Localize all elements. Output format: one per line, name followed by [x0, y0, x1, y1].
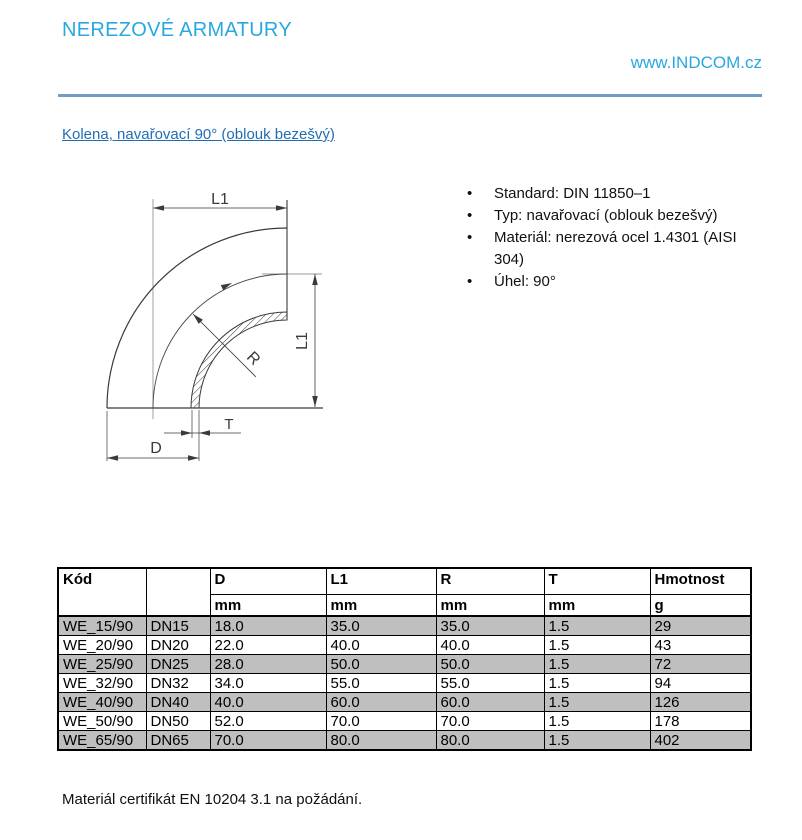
arrow-left-icon	[199, 430, 210, 436]
table-cell: 43	[650, 636, 751, 655]
table-cell: 18.0	[210, 616, 326, 636]
table-cell: 1.5	[544, 712, 650, 731]
website-link[interactable]: www.INDCOM.cz	[630, 53, 762, 72]
table-cell: 50.0	[436, 655, 544, 674]
table-cell: WE_40/90	[58, 693, 146, 712]
table-cell: 178	[650, 712, 751, 731]
dim-label-r: R	[243, 348, 264, 369]
spec-text: Typ: navařovací (oblouk bezešvý)	[494, 207, 718, 224]
table-cell: 40.0	[210, 693, 326, 712]
arrow-right-icon	[181, 430, 192, 436]
spec-text: Standard: DIN 11850–1	[494, 185, 651, 202]
table-cell: 55.0	[436, 674, 544, 693]
arrow-up-icon	[312, 274, 318, 285]
unit-header: g	[650, 595, 751, 617]
table-cell: WE_50/90	[58, 712, 146, 731]
table-cell: 80.0	[326, 731, 436, 751]
table-cell: 50.0	[326, 655, 436, 674]
table-row	[58, 731, 751, 751]
column-header: Kód	[58, 568, 146, 616]
unit-header: mm	[210, 595, 326, 617]
table-cell: DN15	[146, 616, 210, 636]
table-cell: DN32	[146, 674, 210, 693]
table-cell: DN25	[146, 655, 210, 674]
elbow-technical-drawing	[85, 185, 330, 470]
table-cell: 40.0	[436, 636, 544, 655]
section-title-link[interactable]: Kolena, navařovací 90° (oblouk bezešvý)	[62, 126, 335, 143]
column-header: T	[544, 568, 650, 595]
table-cell: 1.5	[544, 616, 650, 636]
table-cell: 1.5	[544, 636, 650, 655]
table-cell: 40.0	[326, 636, 436, 655]
unit-header: mm	[436, 595, 544, 617]
table-cell: 35.0	[436, 616, 544, 636]
spec-item	[462, 205, 740, 227]
table-cell: 72	[650, 655, 751, 674]
table-cell: 22.0	[210, 636, 326, 655]
size-table-body	[58, 616, 751, 750]
table-cell: 70.0	[326, 712, 436, 731]
dim-label-l1-right: L1	[294, 332, 311, 350]
table-cell: WE_20/90	[58, 636, 146, 655]
table-cell: 70.0	[436, 712, 544, 731]
table-row	[58, 712, 751, 731]
table-cell: 1.5	[544, 655, 650, 674]
unit-header: mm	[326, 595, 436, 617]
dim-label-t: T	[224, 416, 234, 433]
table-cell: 1.5	[544, 731, 650, 751]
table-row	[58, 693, 751, 712]
table-cell: WE_65/90	[58, 731, 146, 751]
bullet-icon: •	[467, 207, 473, 224]
spec-item	[462, 183, 740, 205]
arrow-down-icon	[312, 396, 318, 407]
column-header: R	[436, 568, 544, 595]
bullet-icon: •	[467, 185, 473, 202]
table-cell: 80.0	[436, 731, 544, 751]
table-cell: 60.0	[326, 693, 436, 712]
column-header: D	[210, 568, 326, 595]
arrow-left-icon	[107, 455, 118, 461]
table-cell: 52.0	[210, 712, 326, 731]
table-cell: 28.0	[210, 655, 326, 674]
spec-list	[462, 183, 740, 293]
spec-item	[462, 227, 740, 271]
column-header	[146, 568, 210, 616]
arrow-left-icon	[153, 205, 164, 211]
table-cell: 126	[650, 693, 751, 712]
table-row	[58, 616, 751, 636]
table-cell: 60.0	[436, 693, 544, 712]
certificate-note: Materiál certifikát EN 10204 3.1 na požádání.	[62, 791, 363, 808]
bullet-icon: •	[467, 229, 473, 246]
column-header: L1	[326, 568, 436, 595]
table-cell: DN65	[146, 731, 210, 751]
table-cell: DN50	[146, 712, 210, 731]
spec-item	[462, 271, 740, 293]
header-divider	[58, 94, 762, 97]
table-cell: 70.0	[210, 731, 326, 751]
page-title: NEREZOVÉ ARMATURY	[62, 19, 292, 41]
table-row	[58, 636, 751, 655]
table-cell: 34.0	[210, 674, 326, 693]
arrow-right-icon	[276, 205, 287, 211]
table-row	[58, 655, 751, 674]
table-row	[58, 674, 751, 693]
table-cell: 1.5	[544, 693, 650, 712]
bullet-icon: •	[467, 273, 473, 290]
table-cell: WE_15/90	[58, 616, 146, 636]
table-cell: 94	[650, 674, 751, 693]
spec-text: Úhel: 90°	[494, 273, 556, 290]
table-cell: 29	[650, 616, 751, 636]
table-cell: WE_32/90	[58, 674, 146, 693]
size-table-head	[58, 568, 751, 616]
arrow-right-icon	[188, 455, 199, 461]
dim-label-d: D	[150, 440, 162, 457]
unit-header: mm	[544, 595, 650, 617]
size-table	[57, 567, 752, 751]
table-header-row-1	[58, 568, 751, 595]
table-cell: DN20	[146, 636, 210, 655]
table-cell: DN40	[146, 693, 210, 712]
table-cell: 402	[650, 731, 751, 751]
table-cell: 1.5	[544, 674, 650, 693]
table-cell: 35.0	[326, 616, 436, 636]
spec-text: Materiál: nerezová ocel 1.4301 (AISI 304)	[494, 229, 737, 268]
dim-label-l1-top: L1	[211, 191, 229, 208]
column-header: Hmotnost	[650, 568, 751, 595]
table-cell: 55.0	[326, 674, 436, 693]
table-cell: WE_25/90	[58, 655, 146, 674]
